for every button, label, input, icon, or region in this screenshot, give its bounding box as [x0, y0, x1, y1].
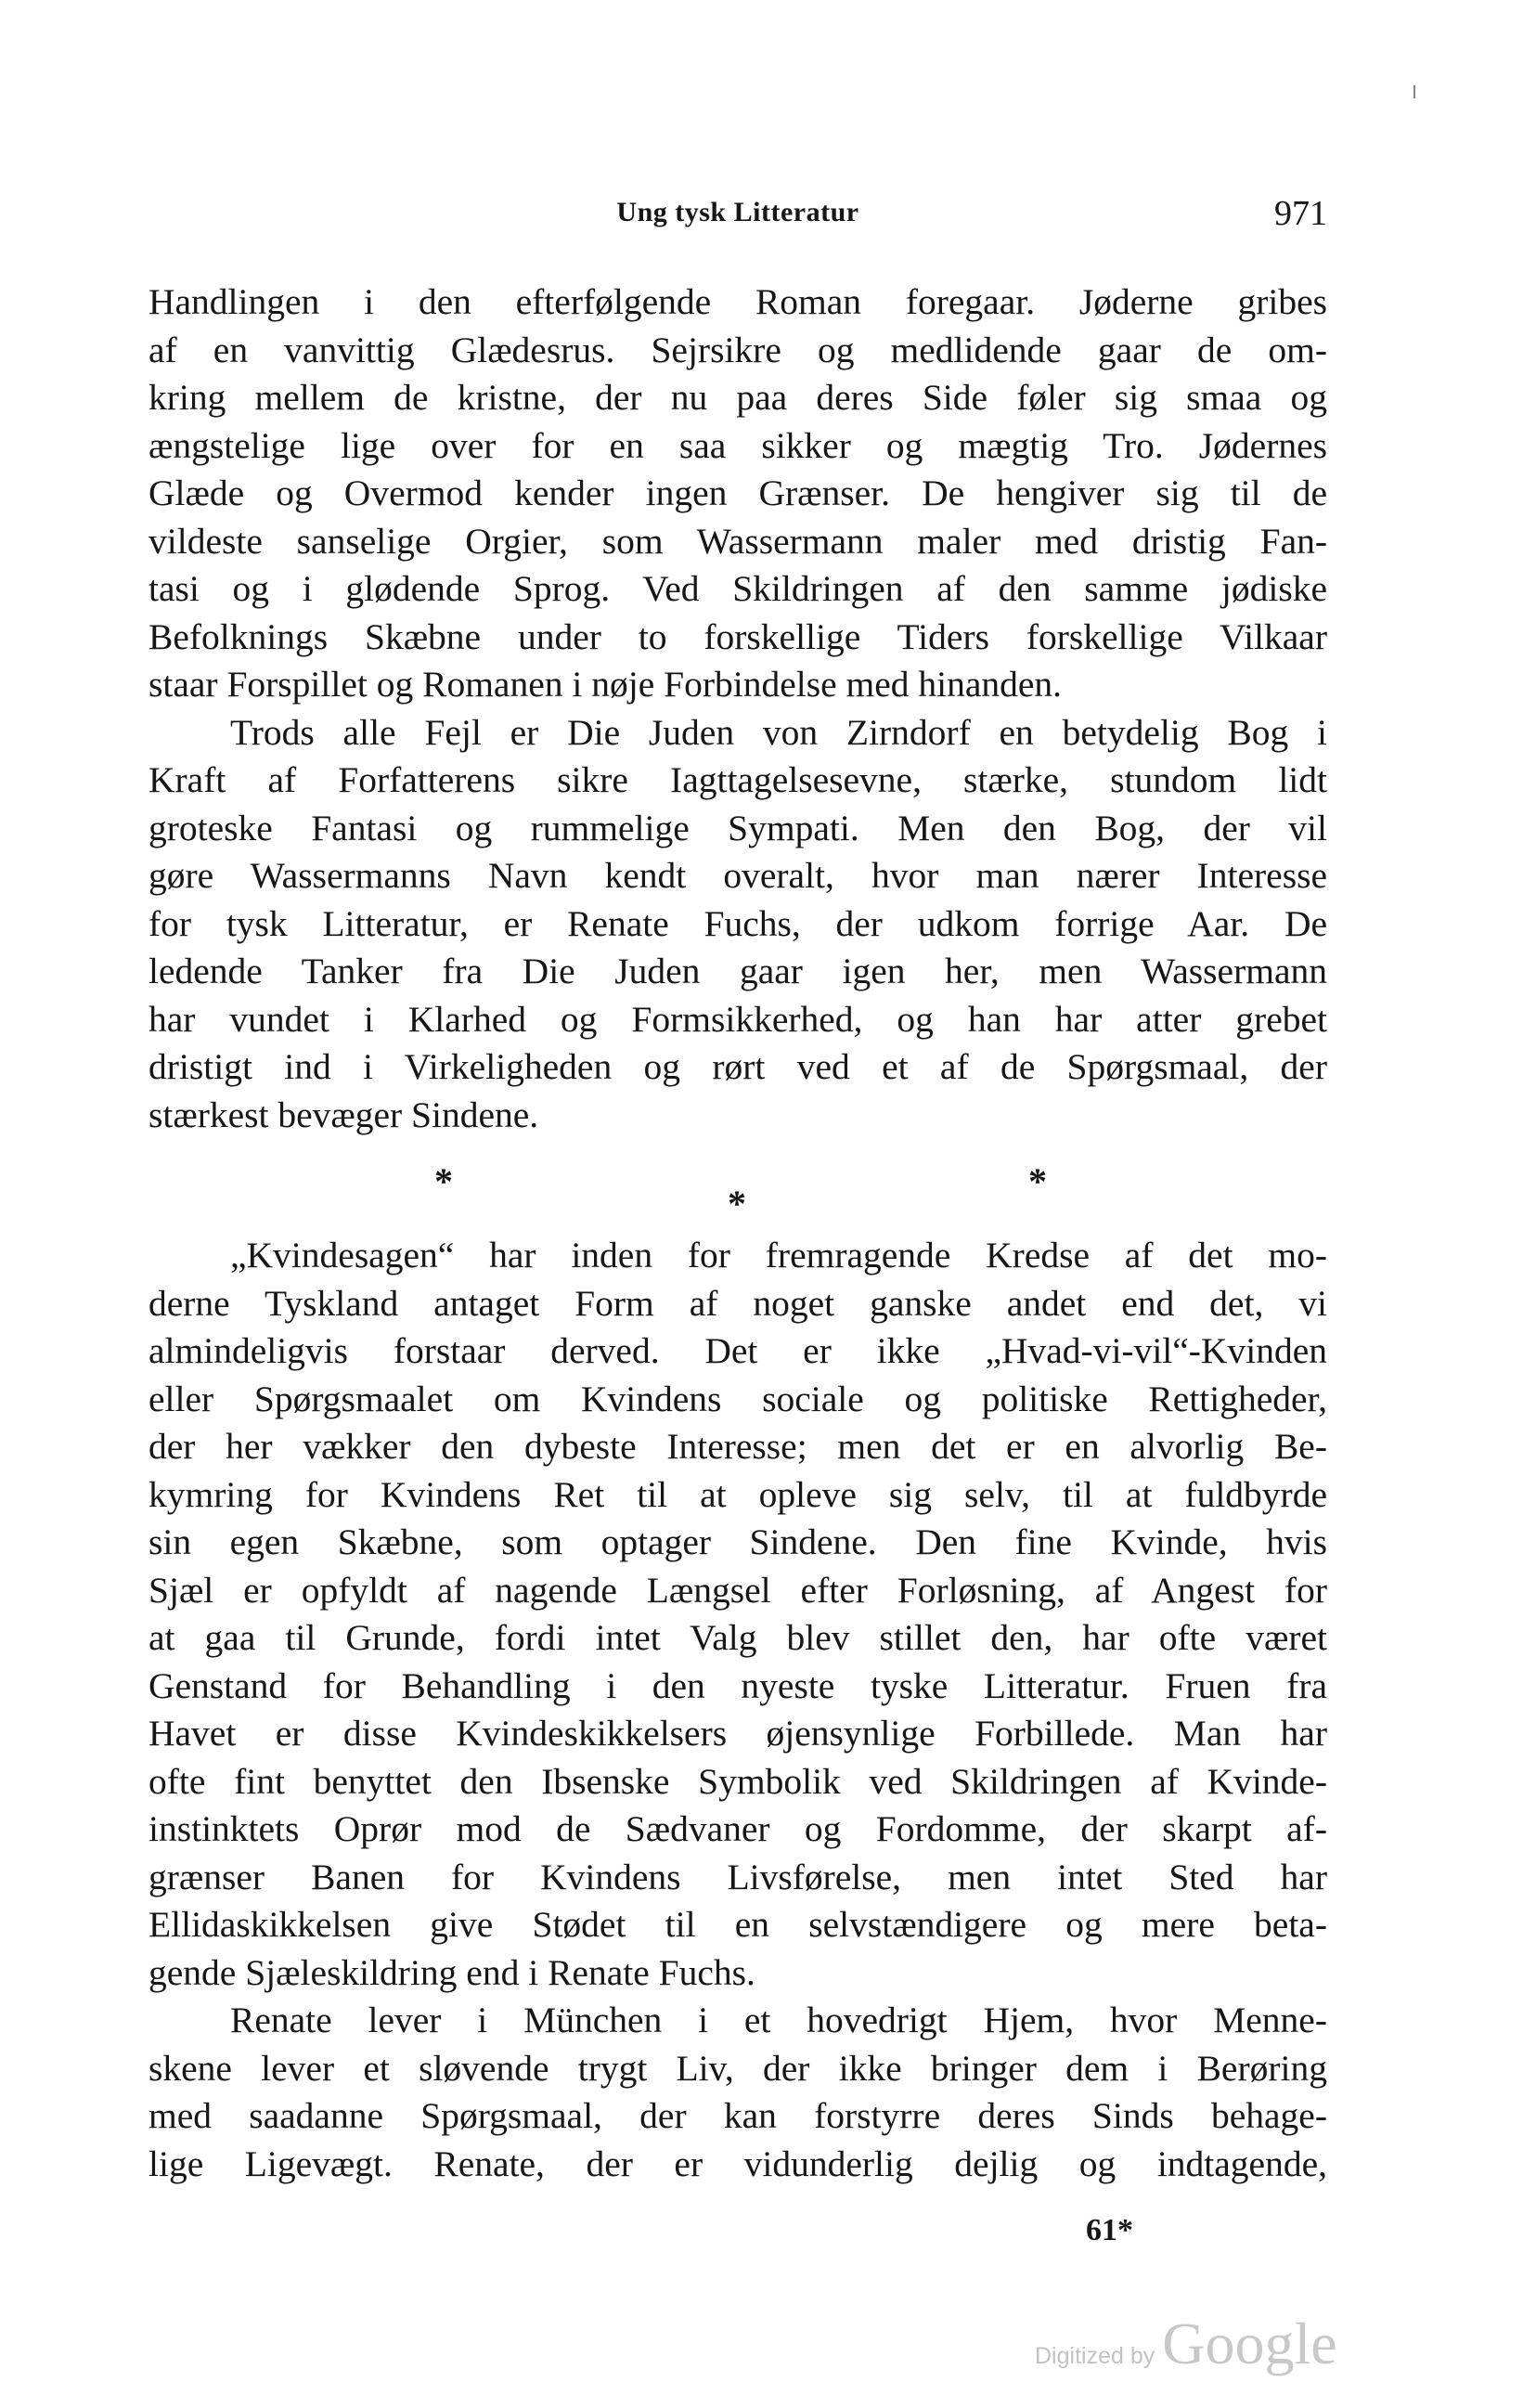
text-line: Sjæl er opfyldt af nagende Længsel efter Forløsning, af Angest for	[148, 1569, 1327, 1611]
text-line: Trods alle Fejl er Die Juden von Zirndorf en betydelig Bog i	[230, 711, 1327, 753]
signature-mark: 61*	[1086, 2213, 1133, 2247]
text-line: for tysk Litteratur, er Renate Fuchs, der udkom forrige Aar. De	[148, 902, 1327, 944]
watermark-prefix: Digitized by	[1035, 2343, 1155, 2369]
text-line: Ellidaskikkelsen give Stødet til en selvstændigere og mere beta-	[148, 1904, 1327, 1945]
text-line: Havet er disse Kvindeskikkelsers øjensynlige Forbillede. Man har	[148, 1713, 1327, 1754]
text-line: derne Tyskland antaget Form af noget ganske andet end det, vi	[148, 1282, 1327, 1324]
section-divider	[148, 1139, 1327, 1232]
watermark-brand-logo: Google	[1162, 2311, 1337, 2376]
text-line: der her vækker den dybeste Interesse; men det er en alvorlig Be-	[148, 1426, 1327, 1467]
text-line: kring mellem de kristne, der nu paa deres Side føler sig smaa og	[148, 377, 1327, 418]
text-line: almindeligvis forstaar derved. Det er ikke „Hvad-vi-vil“-Kvinden	[148, 1330, 1327, 1371]
text-line: at gaa til Grunde, fordi intet Valg blev stillet den, har ofte været	[148, 1617, 1327, 1658]
text-line: dristigt ind i Virkeligheden og rørt ved et af de Spørgsmaal, der	[148, 1046, 1327, 1087]
text-line: groteske Fantasi og rummelige Sympati. Men den Bog, der vil	[148, 807, 1327, 848]
text-line: gøre Wassermanns Navn kendt overalt, hvor man nærer Interesse	[148, 855, 1327, 896]
running-title: Ung tysk Litteratur	[616, 197, 859, 227]
divider-asterisk: *	[434, 1160, 453, 1202]
text-line: Handlingen i den efterfølgende Roman foregaar. Jøderne gribes	[148, 281, 1327, 322]
text-line: skene lever et sløvende trygt Liv, der ikke bringer dem i Berøring	[148, 2047, 1327, 2089]
scan-edge-mark	[1413, 85, 1415, 98]
text-line: ængstelige lige over for en saa sikker og mægtig Tro. Jødernes	[148, 424, 1327, 466]
text-line: har vundet i Klarhed og Formsikkerhed, og han har atter grebet	[148, 998, 1327, 1040]
text-line: af en vanvittig Glædesrus. Sejrsikre og medlidende gaar de om-	[148, 329, 1327, 370]
text-line: instinktets Oprør mod de Sædvaner og Fordomme, der skarpt af-	[148, 1808, 1327, 1849]
page-header	[148, 194, 1327, 252]
divider-asterisk: *	[728, 1183, 746, 1224]
text-line: lige Ligevægt. Renate, der er vidunderlig dejlig og indtagende,	[148, 2143, 1327, 2184]
text-line: „Kvindesagen“ har inden for fremragende Kredse af det mo-	[230, 1235, 1327, 1275]
text-line: kymring for Kvindens Ret til at opleve sig selv, til at fuldbyrde	[148, 1473, 1327, 1515]
text-line: stærkest bevæger Sindene.	[148, 1094, 539, 1135]
divider-asterisk: *	[1028, 1160, 1047, 1202]
body-text	[148, 278, 1327, 2188]
text-line: Kraft af Forfatterens sikre Iagttagelsesevne, stærke, stundom lidt	[148, 759, 1327, 800]
text-line: med saadanne Spørgsmaal, der kan forstyrre deres Sinds behage-	[148, 2095, 1327, 2136]
text-line: Befolknings Skæbne under to forskellige Tiders forskellige Vilkaar	[148, 615, 1327, 657]
digitized-watermark	[1035, 2310, 1337, 2378]
text-line: ofte fint benyttet den Ibsenske Symbolik ved Skildringen af Kvinde-	[148, 1760, 1327, 1802]
text-line: eller Spørgsmaalet om Kvindens sociale og politiske Rettigheder,	[148, 1378, 1327, 1419]
text-line: sin egen Skæbne, som optager Sindene. Den fine Kvinde, hvis	[148, 1521, 1327, 1562]
text-line: grænser Banen for Kvindens Livsførelse, men intet Sted har	[148, 1856, 1327, 1897]
text-line: tasi og i glødende Sprog. Ved Skildringen af den samme jødiske	[148, 568, 1327, 609]
text-line: Renate lever i München i et hovedrigt Hjem, hvor Menne-	[230, 2000, 1327, 2040]
text-line: Genstand for Behandling i den nyeste tyske Litteratur. Fruen fra	[148, 1664, 1327, 1706]
text-line: staar Forspillet og Romanen i nøje Forbindelse med hinanden.	[148, 664, 1063, 705]
text-line: ledende Tanker fra Die Juden gaar igen her, men Wassermann	[148, 951, 1327, 991]
text-line: gende Sjæleskildring end i Renate Fuchs.	[148, 1951, 755, 1993]
text-line: vildeste sanselige Orgier, som Wassermann maler med dristig Fan-	[148, 520, 1327, 562]
text-line: Glæde og Overmod kender ingen Grænser. De hengiver sig til de	[148, 473, 1327, 513]
page-number: 971	[1274, 194, 1327, 233]
